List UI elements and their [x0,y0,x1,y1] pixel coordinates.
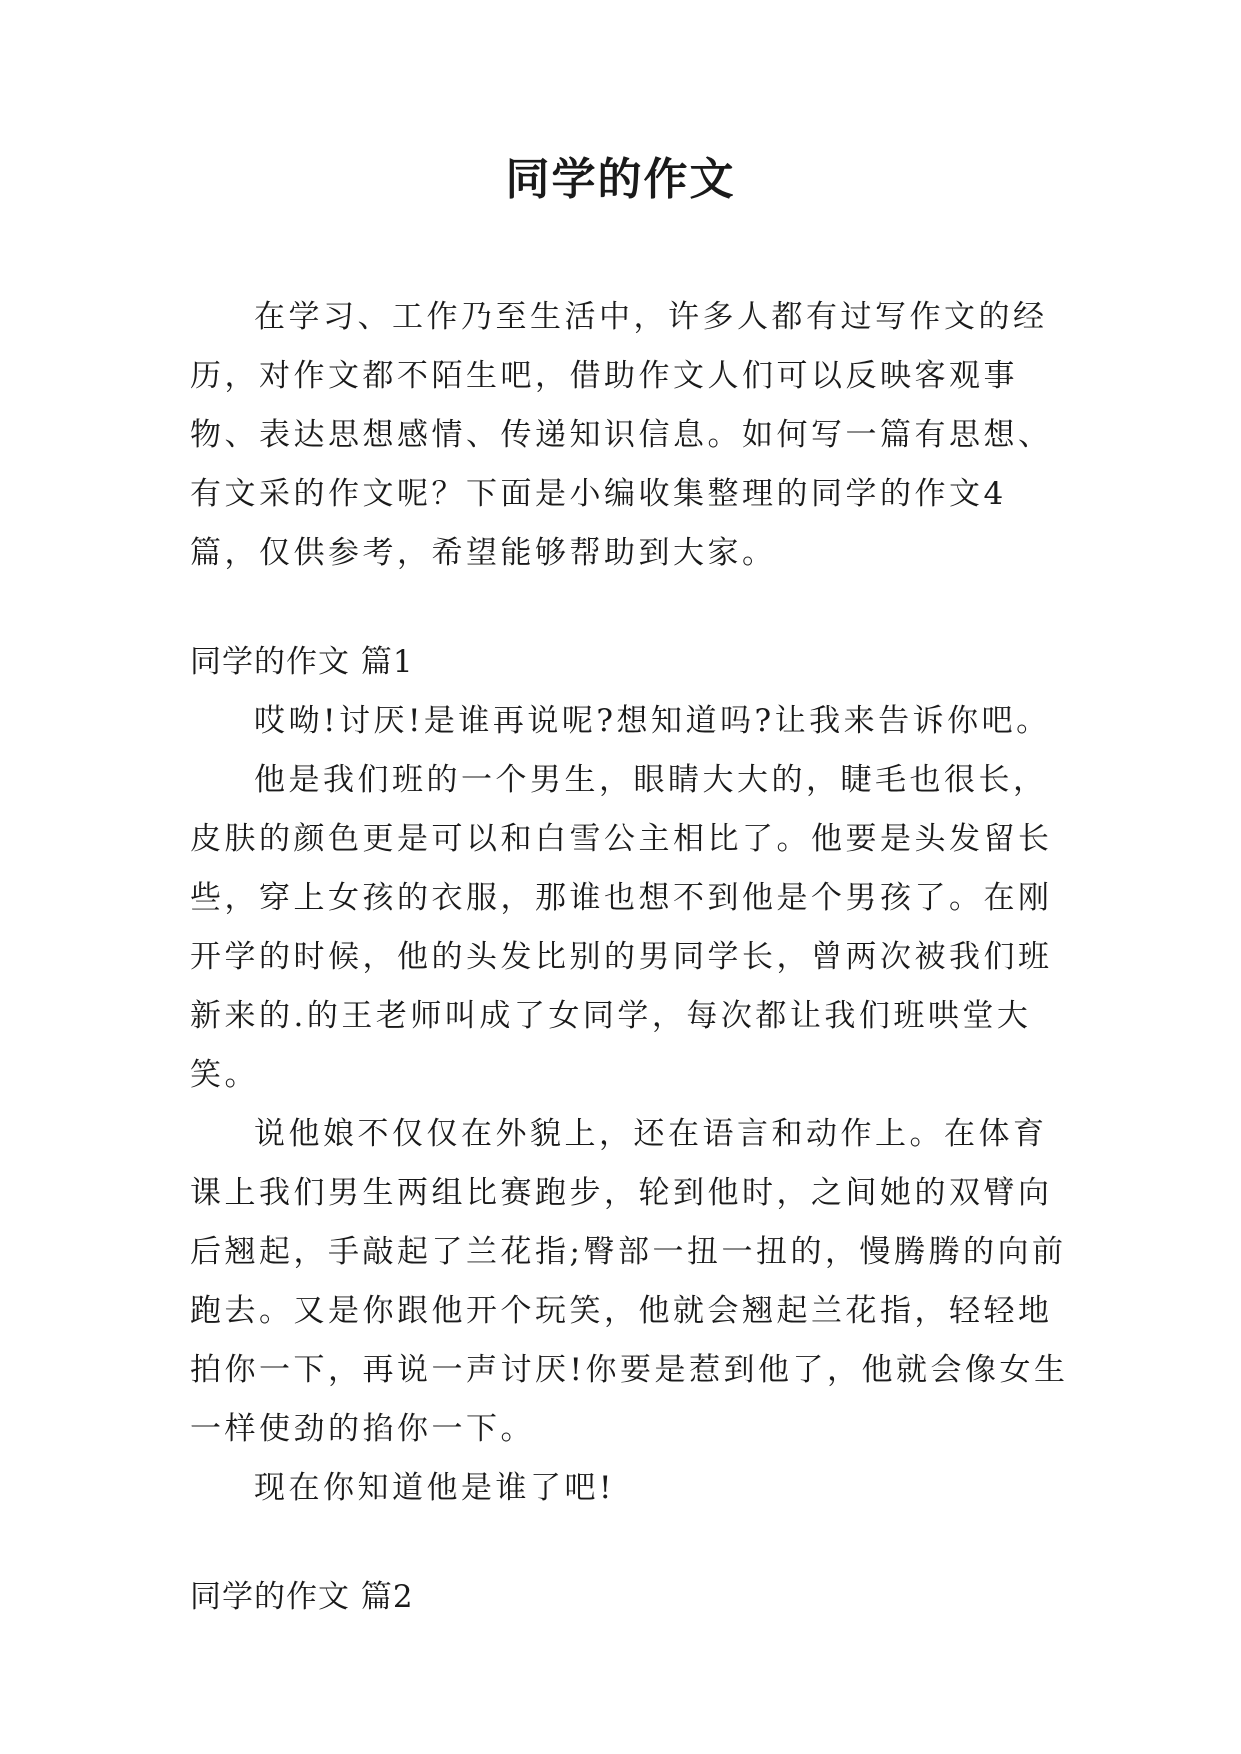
intro-paragraph: 在学习、工作乃至生活中，许多人都有过写作文的经历，对作文都不陌生吧，借助作文人们可以反映客观事物、表达思想感情、传递知识信息。如何写一篇有思想、有文采的作文呢？下面是小编收集整理的同学的作文4篇，仅供参考，希望能够帮助到大家。 [190,299,1053,571]
body-paragraph: 说他娘不仅仅在外貌上，还在语言和动作上。在体育课上我们男生两组比赛跑步，轮到他时，之间她的双臂向后翘起，手敲起了兰花指;臀部一扭一扭的，慢腾腾的向前跑去。又是你跟他开个玩笑，他就会翘起兰花指，轻轻地拍你一下，再说一声讨厌!你要是惹到他了，他就会像女生一样使劲的掐你一下。 [190,1116,1069,1447]
section-heading: 同学的作文 篇2 [190,1579,414,1615]
section-1 [190,633,1070,1518]
article-body [190,288,1070,1627]
body-paragraph: 现在你知道他是谁了吧! [254,1470,615,1506]
body-paragraph: 哎呦!讨厌!是谁再说呢?想知道吗?让我来告诉你吧。 [254,703,1051,739]
section-2 [190,1568,1070,1627]
page-title: 同学的作文 [505,154,736,205]
body-paragraph: 他是我们班的一个男生，眼睛大大的，睫毛也很长，皮肤的颜色更是可以和白雪公主相比了。他要是头发留长些，穿上女孩的衣服，那谁也想不到他是个男孩了。在刚开学的时候，他的头发比别的男同学长，曾两次被我们班新来的.的王老师叫成了女同学，每次都让我们班哄堂大笑。 [190,762,1053,1093]
section-heading: 同学的作文 篇1 [190,644,414,680]
